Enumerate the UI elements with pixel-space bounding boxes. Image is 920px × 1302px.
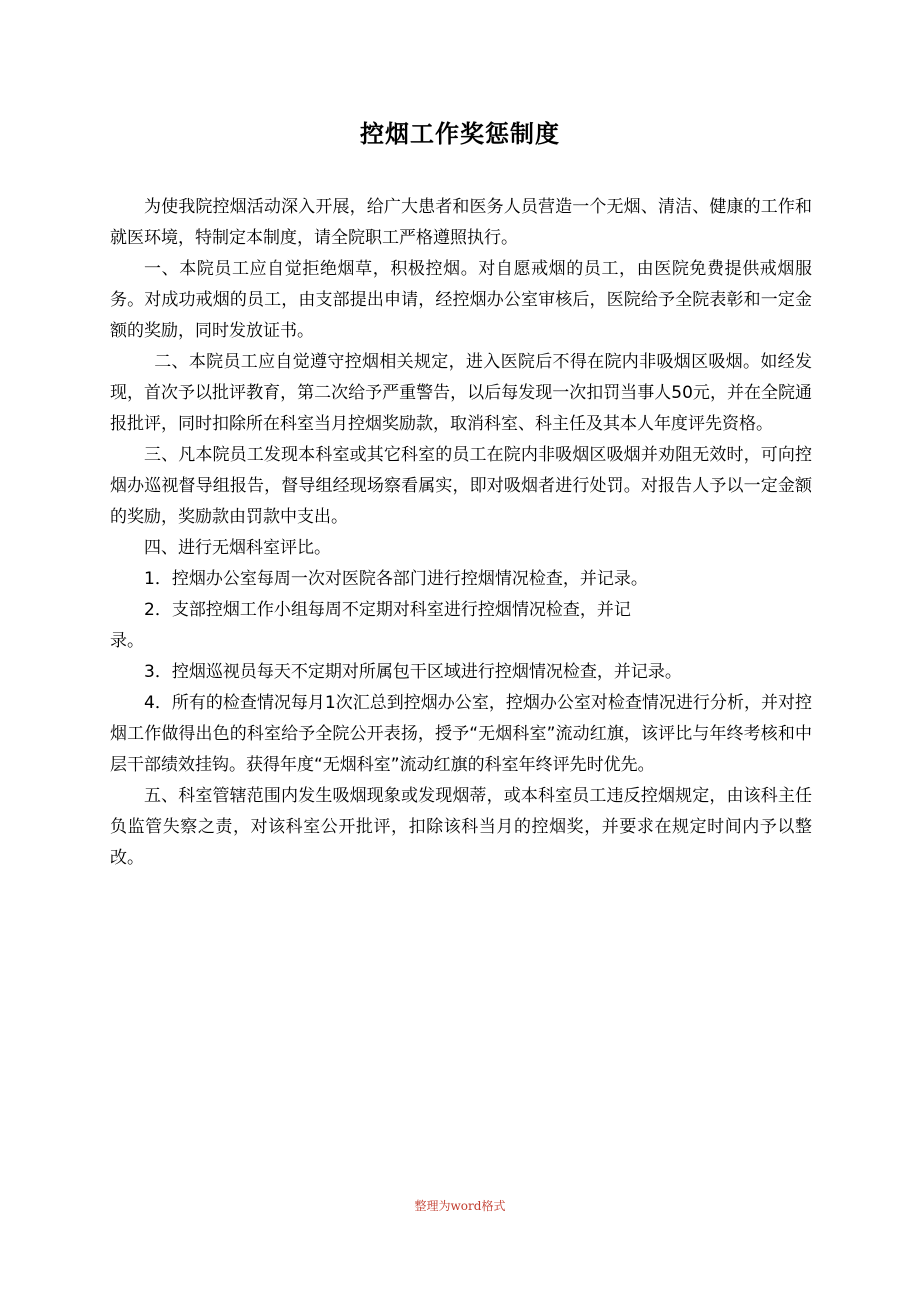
- clause-1-paragraph: 一、本院员工应自觉拒绝烟草，积极控烟。对自愿戒烟的员工，由医院免费提供戒烟服务。对成功戒烟的员工，由支部提出申请，经控烟办公室审核后，医院给予全院表彰和一定金额的奖励，同时发放证书。: [110, 259, 812, 341]
- clause-5-paragraph: 五、科室管辖范围内发生吸烟现象或发现烟蒂，或本科室员工违反控烟规定，由该科主任负监管失察之责，对该科室公开批评，扣除该科当月的控烟奖，并要求在规定时间内予以整改。: [110, 786, 812, 868]
- clause-3-paragraph: 三、凡本院员工发现本科室或其它科室的员工在院内非吸烟区吸烟并劝阻无效时，可向控烟办巡视督导组报告，督导组经现场察看属实，即对吸烟者进行处罚。对报告人予以一定金额的奖励，奖励款由罚款中支出。: [110, 445, 812, 527]
- document-title: 控烟工作奖惩制度: [360, 120, 560, 148]
- intro-paragraph: 为使我院控烟活动深入开展，给广大患者和医务人员营造一个无烟、清洁、健康的工作和就医环境，特制定本制度，请全院职工严格遵照执行。: [110, 197, 812, 248]
- clause-4-heading: 四、进行无烟科室评比。: [144, 538, 331, 558]
- clause-4-item-1: 1．控烟办公室每周一次对医院各部门进行控烟情况检查，并记录。: [144, 569, 648, 589]
- document-body: [110, 192, 812, 874]
- clause-4-item-2-continued: 录。: [110, 631, 144, 651]
- clause-4-item-4: 4．所有的检查情况每月1次汇总到控烟办公室，控烟办公室对检查情况进行分析，并对控烟工作做得出色的科室给予全院公开表扬，授予“无烟科室”流动红旗，该评比与年终考核和中层干部绩效挂钩。获得年度“无烟科室”流动红旗的科室年终评先时优先。: [110, 693, 812, 775]
- clause-4-item-3: 3．控烟巡视员每天不定期对所属包干区域进行控烟情况检查，并记录。: [144, 662, 682, 682]
- clause-4-item-2: 2．支部控烟工作小组每周不定期对科室进行控烟情况检查，并记: [144, 600, 631, 620]
- footer-note: 整理为word格式: [414, 1199, 506, 1213]
- clause-2-paragraph: 二、本院员工应自觉遵守控烟相关规定，进入医院后不得在院内非吸烟区吸烟。如经发现，首次予以批评教育，第二次给予严重警告，以后每发现一次扣罚当事人50元，并在全院通报批评，同时扣除所在科室当月控烟奖励款，取消科室、科主任及其本人年度评先资格。: [110, 352, 812, 434]
